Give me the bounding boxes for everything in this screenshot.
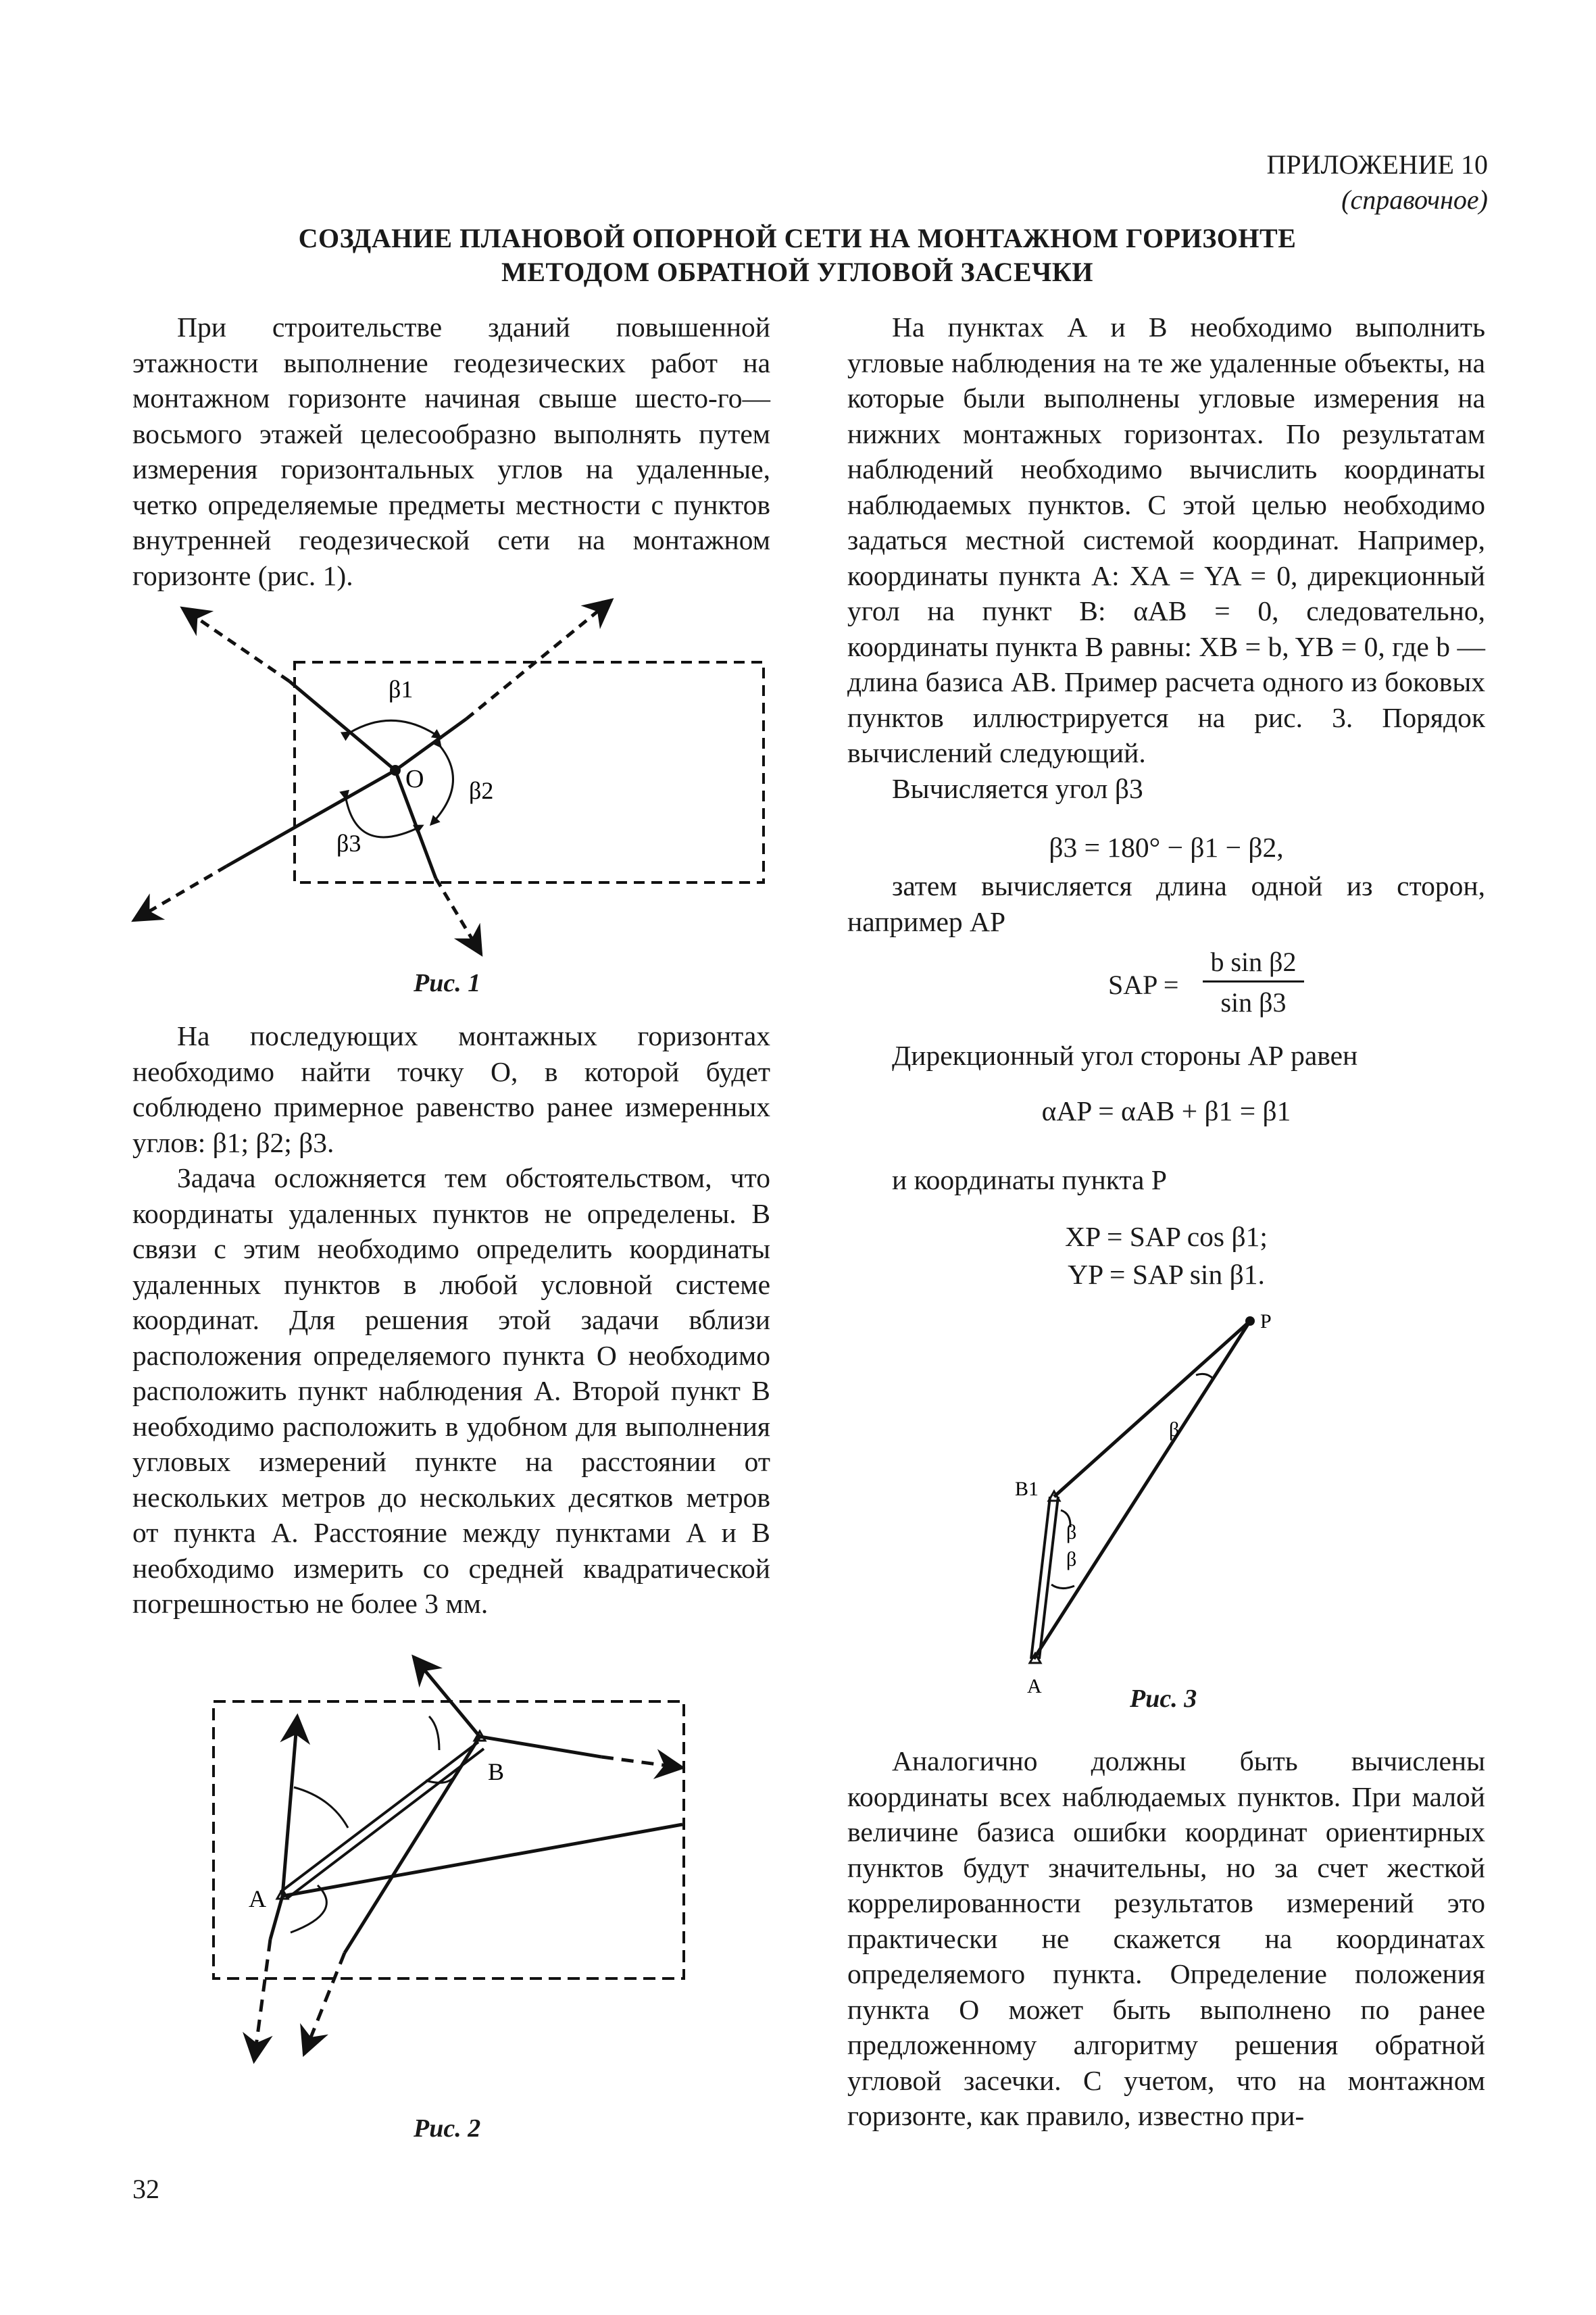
label-beta-2: β bbox=[1066, 1521, 1077, 1543]
formula-alpha-ap: αAP = αAB + β1 = β1 bbox=[1041, 1095, 1291, 1126]
ray-b-up bbox=[414, 1657, 480, 1737]
paragraph-text: Дирекционный угол стороны АР равен bbox=[892, 1040, 1358, 1071]
figure-3 bbox=[1000, 1294, 1324, 1713]
ray-sw bbox=[226, 770, 395, 866]
ray-nw-ext bbox=[182, 608, 289, 681]
label-beta-3: β bbox=[1066, 1548, 1077, 1570]
label-b: В bbox=[488, 1758, 505, 1785]
ray-nw bbox=[289, 681, 395, 770]
formula-beta-3: β3 = 180° − β1 − β2, bbox=[1049, 832, 1284, 863]
label-beta-2: β2 bbox=[469, 777, 494, 804]
right-paragraph-6 bbox=[847, 1743, 1485, 2134]
ray-ne bbox=[395, 719, 466, 770]
formula-yp: YP = SAP sin β1. bbox=[1068, 1259, 1265, 1290]
formula-fraction-bar bbox=[1203, 980, 1304, 982]
paragraph-text: На пунктах А и В необходимо выполнить угловые наблюдения на те же удаленные объекты, на которые были выполнены угловые измерения на нижних монтажных горизонтах. По результатам наблюдений необходимо вычислить координаты наблюдаемых пунктов. С этой целью необходимо задаться местной системой координат. Например, координаты пункта А: XA = YA = 0, дирекционный угол на пункт В: αAB = 0, следовательно, координаты пункта В равны: XB = b, YB = 0, где b — длина базиса АВ. Пример расчета одного из боковых пунктов иллюстрируется на рис. 3. Порядок вычислений следующий. bbox=[847, 312, 1485, 768]
ray-a-down-ext bbox=[254, 1939, 270, 2061]
title-line-2: МЕТОДОМ ОБРАТНОЙ УГЛОВОЙ ЗАСЕЧКИ bbox=[501, 257, 1093, 287]
horizon-rect-2 bbox=[214, 1701, 684, 1978]
appendix-label: ПРИЛОЖЕНИЕ 10 bbox=[1266, 149, 1488, 180]
figure-2-caption: Рис. 2 bbox=[414, 2114, 481, 2143]
formula-xp: XP = SAP cos β1; bbox=[1065, 1221, 1268, 1252]
appendix-note: (справочное) bbox=[1341, 184, 1488, 215]
point-p bbox=[1245, 1316, 1255, 1326]
page-number: 32 bbox=[132, 2174, 159, 2204]
formula-sap-lhs: SAP = bbox=[1108, 970, 1179, 1000]
label-p: P bbox=[1260, 1310, 1272, 1333]
ray-ne-ext bbox=[466, 600, 612, 719]
paragraph-text: При строительстве зданий повышенной этажности выполнение геодезических работ на монтажном горизонте начиная свыше шесто-го—восьмого этажей целесообразно выполнять путем измерения горизонтальных углов на удаленные, четко определяемые предметы местности с пунктов внутренней геодезической сети на монтажном горизонте (рис. 1). bbox=[132, 312, 770, 591]
horizon-rect bbox=[295, 662, 764, 882]
figure-1-caption: Рис. 1 bbox=[414, 969, 481, 997]
figure-2 bbox=[196, 1642, 709, 2108]
right-paragraph-1 bbox=[847, 309, 1485, 806]
base-line-1 bbox=[280, 1742, 478, 1892]
point-o bbox=[390, 765, 401, 776]
page-title bbox=[135, 222, 1460, 289]
arc-p bbox=[1196, 1374, 1213, 1378]
formula-sap-num: b sin β2 bbox=[1210, 947, 1297, 977]
paragraph-text: Вычисляется угол β3 bbox=[892, 772, 1143, 804]
label-a: А bbox=[1027, 1675, 1042, 1697]
right-paragraph-3 bbox=[847, 868, 1485, 939]
label-o: О bbox=[405, 765, 424, 793]
formula-sap-den: sin β3 bbox=[1220, 987, 1287, 1018]
left-paragraph-2 bbox=[132, 1018, 770, 1622]
ray-b-right bbox=[480, 1737, 601, 1757]
paragraph-text: На последующих монтажных горизонтах необходимо найти точку О, в которой будет соблюдено примерное равенство ранее измеренных углов: β1; β2; β3. bbox=[132, 1020, 770, 1158]
label-beta-3: β3 bbox=[336, 830, 361, 857]
ray-b-right-ext bbox=[601, 1757, 682, 1768]
title-line-1: СОЗДАНИЕ ПЛАНОВОЙ ОПОРНОЙ СЕТИ НА МОНТАЖНОМ ГОРИЗОНТЕ bbox=[298, 223, 1297, 253]
base-line-1 bbox=[1031, 1497, 1050, 1659]
arc-a1 bbox=[294, 1787, 348, 1828]
figure-3-caption: Рис. 3 bbox=[1130, 1685, 1197, 1713]
line-ap bbox=[1034, 1321, 1250, 1659]
paragraph-text: Аналогично должны быть вычислены координаты всех наблюдаемых пунктов. При малой величине базиса ошибки координат ориентирных пунктов будут значительны, но за счет жесткой коррелированности результатов измерений это практически не скажется на координатах определяемого пункта. Определение положения пункта О может быть выполнено по ранее предложенному алгоритму решения обратной угловой засечки. С учетом, что на монтажном горизонте, как правило, известно при- bbox=[847, 1745, 1485, 2131]
ray-b-down bbox=[345, 1737, 480, 1953]
line-b1p bbox=[1054, 1321, 1250, 1497]
ray-s-ext bbox=[436, 878, 481, 954]
left-paragraph-1 bbox=[132, 309, 770, 593]
figure-1 bbox=[122, 581, 784, 1020]
paragraph-text: и координаты пункта Р bbox=[892, 1164, 1167, 1195]
ray-a-right bbox=[282, 1824, 682, 1896]
angle-arc-b1 bbox=[350, 720, 441, 738]
paragraph-text: Задача осложняется тем обстоятельством, что координаты удаленных пунктов не определены. В связи с этим необходимо определить координаты удаленных пунктов в любой условной системе координат. Для решения этой задачи вблизи расположения определяемого пункта О необходимо расположить пункт наблюдения А. Второй пункт В необходимо расположить в удобном для выполнения угловых измерений пункте на расстоянии от нескольких метров до нескольких десятков метров от пункта А. Расстояние между пунктами А и В необходимо измерить со средней квадратической погрешностью не более 3 мм. bbox=[132, 1162, 770, 1619]
formula-sap bbox=[1108, 946, 1351, 1027]
arc-b1 bbox=[429, 1716, 439, 1750]
arc-a bbox=[1051, 1585, 1074, 1589]
appendix-header bbox=[1266, 147, 1488, 218]
label-beta-1: β bbox=[1169, 1418, 1180, 1441]
right-paragraph-5 bbox=[847, 1162, 1485, 1198]
angle-arc-b2 bbox=[431, 747, 453, 824]
right-paragraph-4 bbox=[847, 1038, 1485, 1074]
ray-sw-ext bbox=[134, 866, 226, 920]
ray-a-down bbox=[270, 1896, 282, 1939]
ray-b-down-ext bbox=[304, 1953, 345, 2054]
label-beta-1: β1 bbox=[389, 676, 414, 703]
label-a: А bbox=[249, 1885, 266, 1912]
paragraph-text: затем вычисляется длина одной из сторон, например АР bbox=[847, 870, 1485, 937]
ray-a-up bbox=[282, 1716, 297, 1896]
label-b1: B1 bbox=[1015, 1478, 1039, 1500]
